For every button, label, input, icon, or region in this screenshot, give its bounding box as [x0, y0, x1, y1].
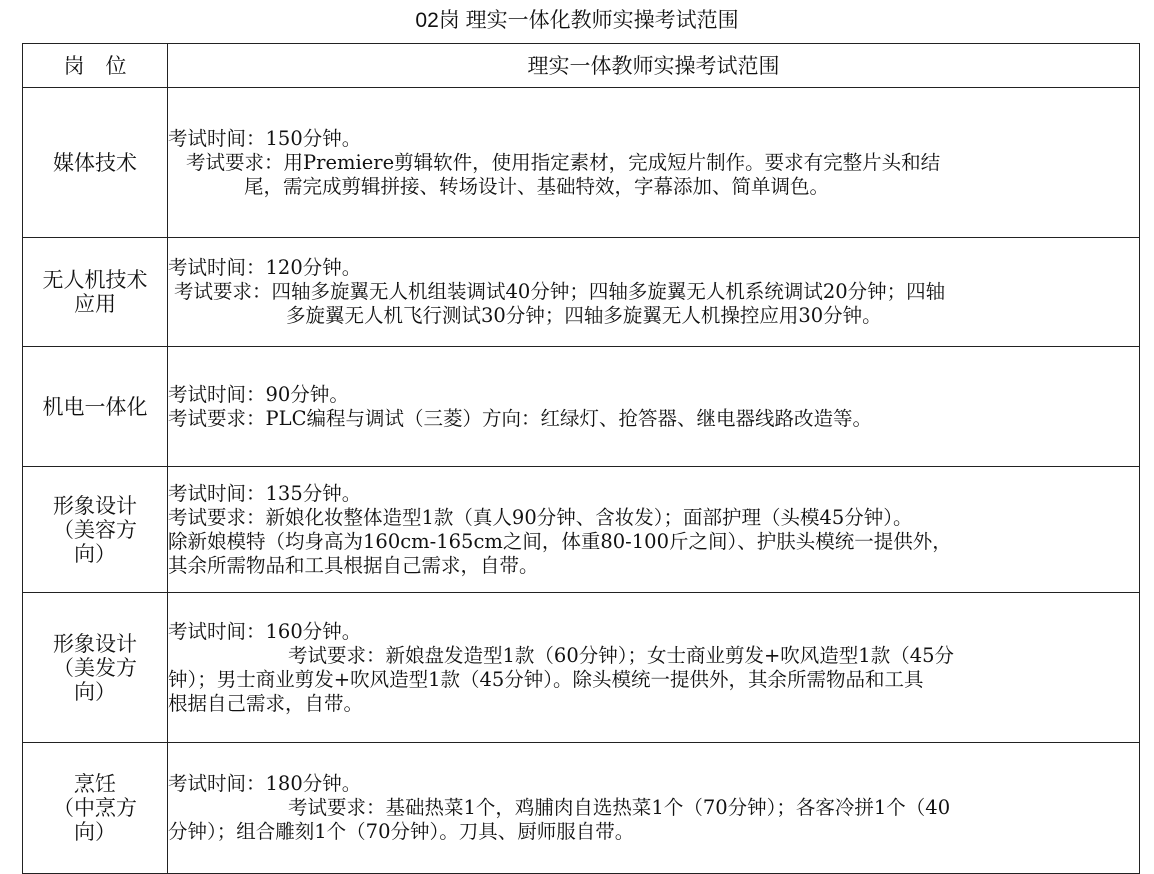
table-row [23, 347, 1140, 467]
exam-requirement-cont: 尾，需完成剪辑拼接、转场设计、基础特效，字幕添加、简单调色。 [244, 174, 830, 198]
exam-time: 考试时间：120分钟。 [168, 256, 362, 279]
exam-requirement: 考试要求：四轴多旋翼无人机组装调试40分钟；四轴多旋翼无人机系统调试20分钟；四轴 [174, 280, 946, 303]
table-row [23, 593, 1140, 743]
post-name-cont: （美容方 [53, 517, 137, 542]
scope-cell [168, 593, 1140, 743]
post-name-cont: 向） [74, 679, 116, 704]
exam-requirement: 考试要求：用Premiere剪辑软件，使用指定素材，完成短片制作。要求有完整片头和结 [186, 150, 941, 174]
post-name-cont: （美发方 [53, 655, 137, 680]
post-name-cont: （中烹方 [53, 796, 137, 820]
post-name-cont: 向） [74, 820, 116, 844]
scope-cell [168, 347, 1140, 467]
post-name: 烹饪 [74, 772, 116, 796]
exam-requirement-cont: 钟）；男士商业剪发+吹风造型1款（45分钟）。除头模统一提供外，其余所需物品和工具 [168, 667, 924, 691]
post-name: 机电一体化 [42, 394, 148, 419]
post-cell [23, 238, 168, 347]
header-post: 岗 位 [23, 44, 168, 88]
scope-cell [168, 743, 1140, 874]
exam-requirement-cont: 根据自己需求，自带。 [168, 691, 364, 715]
post-name-cont: 应用 [74, 292, 116, 316]
table-row [23, 467, 1140, 593]
table-row [23, 238, 1140, 347]
exam-time: 考试时间：160分钟。 [168, 619, 362, 643]
post-cell [23, 743, 168, 874]
post-name-cont: 向） [74, 541, 116, 566]
post-name: 无人机技术 [42, 268, 148, 292]
post-cell [23, 593, 168, 743]
exam-requirement: 考试要求：基础热菜1个，鸡脯肉自选热菜1个（70分钟）；各客冷拼1个（40 [288, 796, 951, 819]
scope-cell [168, 88, 1140, 238]
post-name: 媒体技术 [53, 150, 137, 175]
exam-requirement-cont: 其余所需物品和工具根据自己需求，自带。 [168, 553, 539, 577]
exam-requirement-cont: 多旋翼无人机飞行测试30分钟；四轴多旋翼无人机操控应用30分钟。 [286, 304, 882, 327]
exam-time: 考试时间：150分钟。 [168, 126, 362, 150]
table-header-row [23, 44, 1140, 88]
exam-time: 考试时间：135分钟。 [168, 481, 362, 505]
exam-time: 考试时间：90分钟。 [168, 382, 349, 406]
exam-requirement: 考试要求：新娘化妆整体造型1款（真人90分钟、含妆发）；面部护理（头模45分钟）。 [168, 505, 913, 529]
exam-requirement-cont: 分钟）；组合雕刻1个（70分钟）。刀具、厨师服自带。 [168, 820, 635, 843]
exam-scope-table [22, 43, 1140, 874]
table-row [23, 88, 1140, 238]
table-row [23, 743, 1140, 874]
post-cell [23, 347, 168, 467]
exam-requirement: 考试要求：新娘盘发造型1款（60分钟）；女士商业剪发+吹风造型1款（45分 [288, 643, 955, 667]
post-name: 形象设计 [53, 631, 137, 656]
exam-requirement-cont: 除新娘模特（均身高为160cm-165cm之间，体重80-100斤之间）、护肤头模统一提供外， [168, 529, 952, 553]
post-name: 形象设计 [53, 493, 137, 518]
page-title: 02岗 理实一体化教师实操考试范围 [415, 9, 739, 32]
post-cell [23, 467, 168, 593]
exam-time: 考试时间：180分钟。 [168, 772, 362, 795]
post-cell [23, 88, 168, 238]
exam-requirement: 考试要求：PLC编程与调试（三菱）方向：红绿灯、抢答器、继电器线路改造等。 [168, 406, 872, 430]
header-scope: 理实一体教师实操考试范围 [168, 44, 1140, 88]
scope-cell [168, 467, 1140, 593]
scope-cell [168, 238, 1140, 347]
